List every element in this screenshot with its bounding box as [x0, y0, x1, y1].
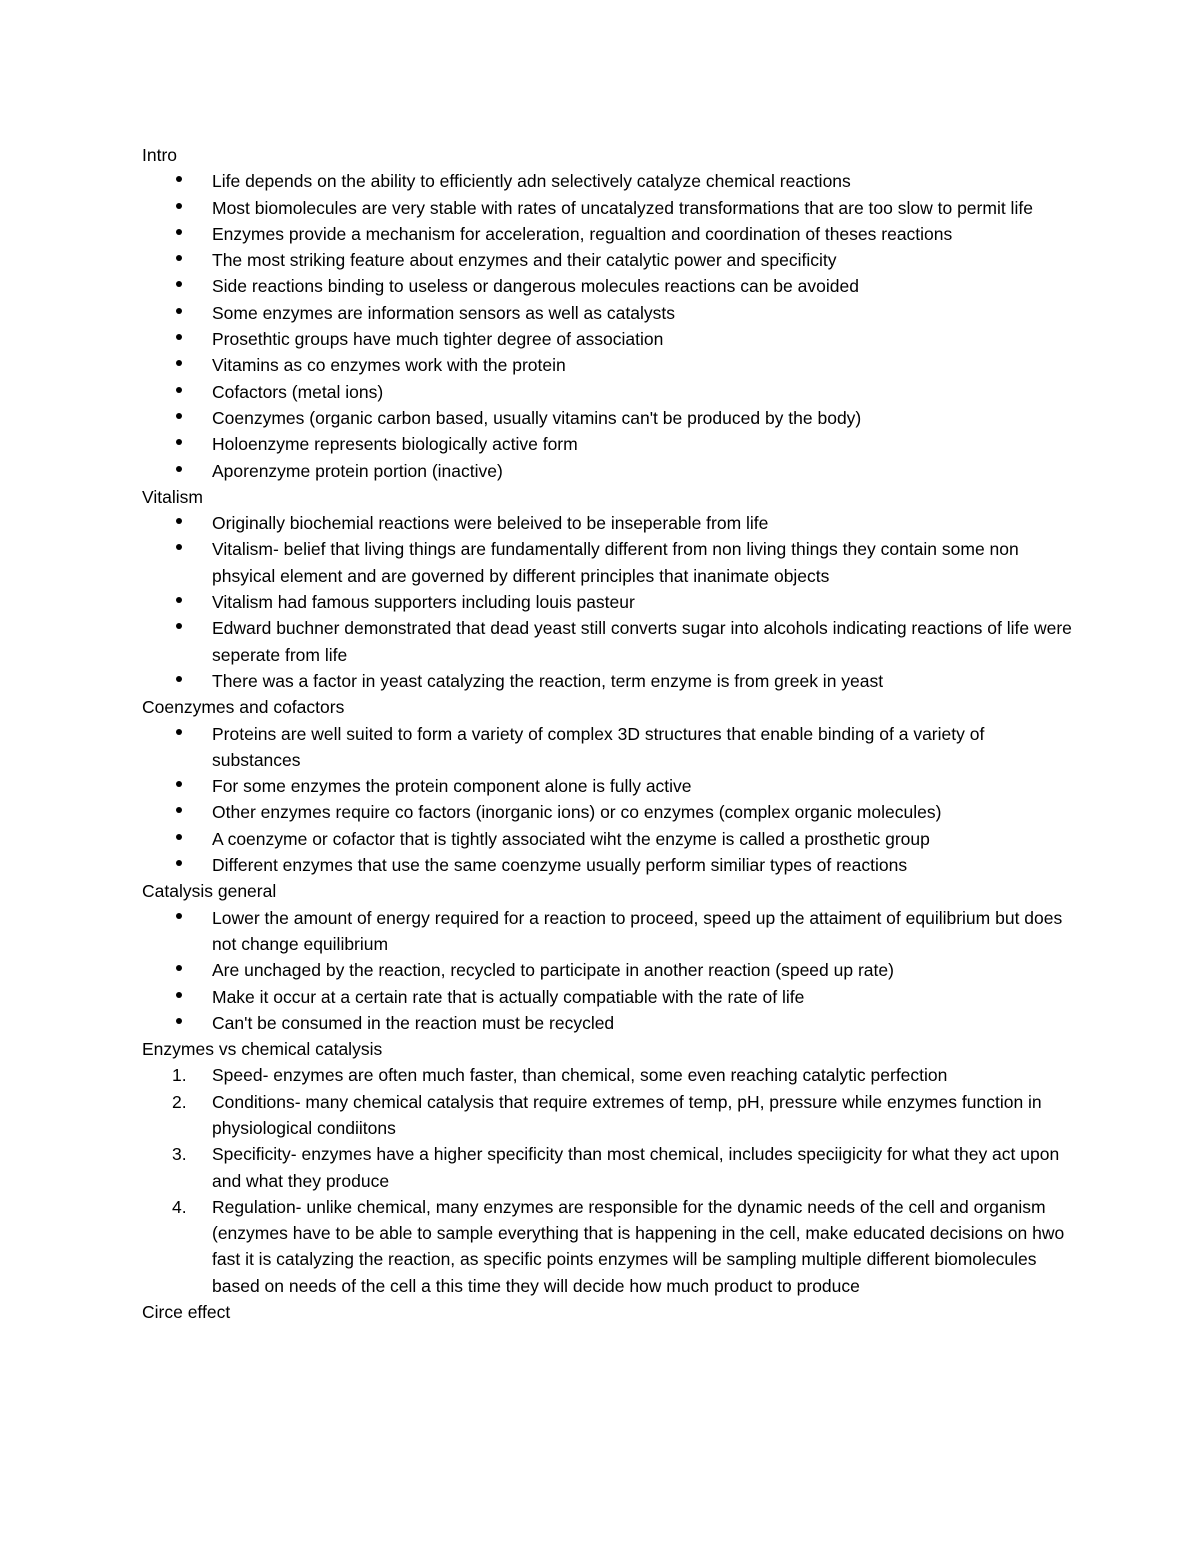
- numbered-list: [142, 1062, 1072, 1299]
- list-number: 1.: [172, 1065, 187, 1086]
- list-item-text: Specificity- enzymes have a higher specificity than most chemical, includes speciigicity for what they act upon and what they produce: [212, 1144, 1060, 1191]
- section-heading: Enzymes vs chemical catalysis: [142, 1039, 383, 1060]
- section-enzymes-vs-chemical: [142, 1036, 1072, 1299]
- section-intro: [142, 142, 1072, 484]
- section-coenzymes-cofactors: [142, 694, 1072, 878]
- bullet-list: [142, 905, 1072, 1036]
- list-item: Some enzymes are information sensors as well as catalysts: [142, 300, 1072, 326]
- list-item: Aporenzyme protein portion (inactive): [142, 458, 1072, 484]
- numbered-list-item: [142, 1141, 1072, 1194]
- list-item: Lower the amount of energy required for a reaction to proceed, speed up the attaiment of equilibrium but does not change equilibrium: [142, 905, 1072, 958]
- list-item-text: Conditions- many chemical catalysis that require extremes of temp, pH, pressure while enzymes function in physiological condiitons: [212, 1091, 1042, 1138]
- list-item: Most biomolecules are very stable with rates of uncatalyzed transformations that are too slow to permit life: [142, 195, 1072, 221]
- list-item: Prosethtic groups have much tighter degree of association: [142, 326, 1072, 352]
- section-vitalism: [142, 484, 1072, 694]
- list-item: Proteins are well suited to form a variety of complex 3D structures that enable binding of a variety of substances: [142, 721, 1072, 774]
- list-item: Vitalism had famous supporters including louis pasteur: [142, 589, 1072, 615]
- list-item: For some enzymes the protein component alone is fully active: [142, 773, 1072, 799]
- numbered-list-item: [142, 1089, 1072, 1142]
- list-item: Are unchaged by the reaction, recycled to participate in another reaction (speed up rate): [142, 957, 1072, 983]
- list-item: There was a factor in yeast catalyzing the reaction, term enzyme is from greek in yeast: [142, 668, 1072, 694]
- list-item: Side reactions binding to useless or dangerous molecules reactions can be avoided: [142, 273, 1072, 299]
- section-heading: Circe effect: [142, 1302, 231, 1323]
- list-item: Originally biochemial reactions were beleived to be inseperable from life: [142, 510, 1072, 536]
- list-number: 4.: [172, 1196, 187, 1217]
- bullet-list: [142, 510, 1072, 694]
- list-item: Vitamins as co enzymes work with the protein: [142, 352, 1072, 378]
- bullet-list: [142, 721, 1072, 879]
- section-catalysis-general: [142, 878, 1072, 1036]
- document-page: [142, 142, 1072, 1325]
- list-item: Cofactors (metal ions): [142, 379, 1072, 405]
- list-item: A coenzyme or cofactor that is tightly associated wiht the enzyme is called a prosthetic group: [142, 826, 1072, 852]
- section-heading: Coenzymes and cofactors: [142, 697, 345, 718]
- numbered-list-item: [142, 1062, 1072, 1088]
- list-number: 3.: [172, 1144, 187, 1165]
- list-item: Different enzymes that use the same coenzyme usually perform similiar types of reactions: [142, 852, 1072, 878]
- list-item: Enzymes provide a mechanism for acceleration, regualtion and coordination of theses reactions: [142, 221, 1072, 247]
- list-item: Life depends on the ability to efficiently adn selectively catalyze chemical reactions: [142, 168, 1072, 194]
- list-item: Coenzymes (organic carbon based, usually vitamins can't be produced by the body): [142, 405, 1072, 431]
- section-heading: Intro: [142, 145, 178, 165]
- list-item: Can't be consumed in the reaction must be recycled: [142, 1010, 1072, 1036]
- list-item-text: Regulation- unlike chemical, many enzymes are responsible for the dynamic needs of the cell and organism (enzymes have to be able to sample everything that is happening in the cell, make educated decisions on hwo fast it is catalyzing the reaction, as specific points enzymes will be sampling multiple different biomolecules based on needs of the cell a this time they will decide how much product to produce: [212, 1196, 1065, 1296]
- list-item: Other enzymes require co factors (inorganic ions) or co enzymes (complex organic molecules): [142, 799, 1072, 825]
- list-item-text: Speed- enzymes are often much faster, than chemical, some even reaching catalytic perfection: [212, 1065, 948, 1086]
- list-item: Vitalism- belief that living things are fundamentally different from non living things they contain some non phsyical element and are governed by different principles that inanimate objects: [142, 536, 1072, 589]
- bullet-list: [142, 168, 1072, 484]
- list-number: 2.: [172, 1091, 187, 1112]
- list-item: Holoenzyme represents biologically active form: [142, 431, 1072, 457]
- numbered-list-item: [142, 1194, 1072, 1299]
- list-item: Edward buchner demonstrated that dead yeast still converts sugar into alcohols indicating reactions of life were seperate from life: [142, 615, 1072, 668]
- list-item: The most striking feature about enzymes and their catalytic power and specificity: [142, 247, 1072, 273]
- section-heading: Catalysis general: [142, 881, 277, 902]
- section-heading: Vitalism: [142, 486, 203, 507]
- list-item: Make it occur at a certain rate that is actually compatiable with the rate of life: [142, 984, 1072, 1010]
- section-circe-effect: [142, 1299, 1072, 1325]
